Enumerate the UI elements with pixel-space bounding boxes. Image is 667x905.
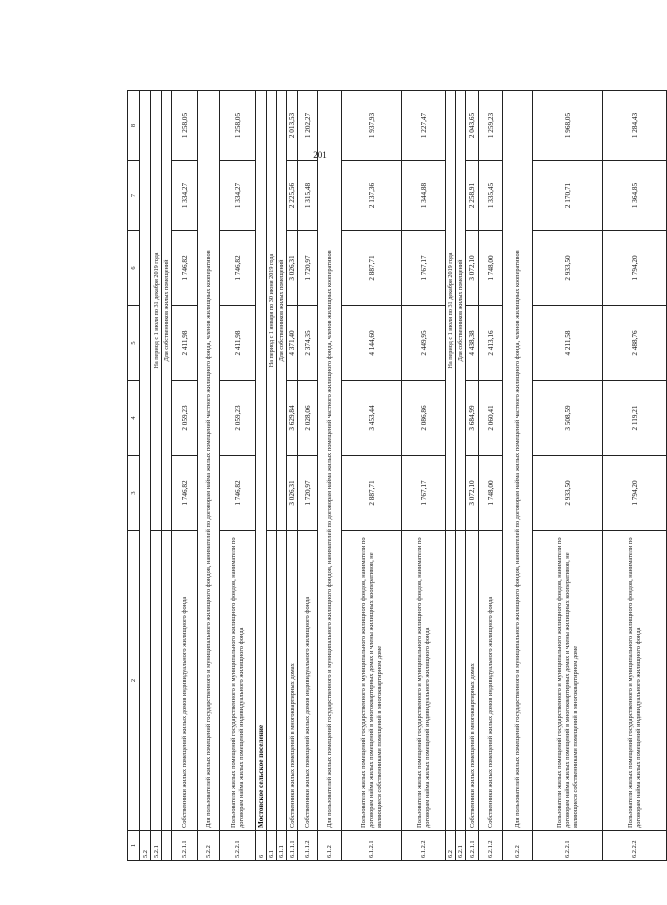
tariff-value: 1 748,00 [478, 231, 502, 306]
row-description: Собственники жилых помещений в многоквартирных домах [286, 531, 297, 831]
tariff-value: 1 968,05 [532, 91, 602, 161]
group-heading: Для пользователей жилых помещений государственного и муниципального жилищного фондов, нанимателей по договорам найма жилых помещений частного жилищного фонда, членов жилищных кооперативов [197, 91, 219, 831]
tariff-value: 2 887,71 [341, 456, 401, 531]
tariff-value: 2 060,41 [478, 381, 502, 456]
tariff-value: 1 748,00 [478, 456, 502, 531]
row-label [455, 531, 465, 831]
tariff-value: 4 371,40 [286, 306, 297, 381]
row-code: 6.2 [445, 831, 455, 861]
row-description: Собственники жилых помещений жилых домов индивидуального жилищного фонда [478, 531, 502, 831]
tariff-value: 1 335,45 [478, 161, 502, 231]
period-heading: На период с 1 июля по 31 декабря 2019 года [445, 91, 455, 531]
row-description: Собственники жилых помещений в многоквартирных домах [465, 531, 478, 831]
tariff-value: 2 059,23 [171, 381, 197, 456]
row-code: 5.2.2 [197, 831, 219, 861]
row-code: 6.1.2 [317, 831, 341, 861]
row-code: 5.2.2.1 [219, 831, 255, 861]
tariff-value: 2 137,36 [341, 161, 401, 231]
row-code: 6.1.2.1 [341, 831, 401, 861]
row-label [161, 531, 171, 831]
period-heading: На период с 1 июля по 31 декабря 2019 года [150, 91, 161, 531]
row-code: 6 [255, 831, 266, 861]
tariff-value: 2 043,65 [465, 91, 478, 161]
tariff-value: 3 026,31 [286, 456, 297, 531]
tariff-value: 1 284,43 [602, 91, 666, 161]
column-number-header: 5 [127, 306, 139, 381]
page-number: 201 [313, 150, 327, 160]
row-code: 6.2.1.2 [478, 831, 502, 861]
row-label [276, 531, 286, 831]
tariff-value: 3 026,31 [286, 231, 297, 306]
row-code: 6.1.1 [276, 831, 286, 861]
tariff-value: 1 259,23 [478, 91, 502, 161]
group-heading: Для собственников жилых помещений [276, 91, 286, 531]
tariff-value: 1 202,27 [297, 91, 317, 161]
tariff-value: 3 453,44 [341, 381, 401, 456]
column-number-header: 7 [127, 161, 139, 231]
empty-row [139, 91, 150, 831]
tariff-value: 2 059,23 [219, 381, 255, 456]
tariff-value: 2 411,98 [219, 306, 255, 381]
tariff-value: 1 746,82 [171, 456, 197, 531]
tariff-value: 3 684,99 [465, 381, 478, 456]
tariff-value: 2 887,71 [341, 231, 401, 306]
row-code: 6.2.2.1 [532, 831, 602, 861]
tariff-value: 1 746,82 [219, 231, 255, 306]
row-code: 6.2.1 [455, 831, 465, 861]
group-heading: Для собственников жилых помещений [455, 91, 465, 531]
tariff-value: 2 413,16 [478, 306, 502, 381]
tariff-value: 1 258,05 [171, 91, 197, 161]
tariff-value: 1 334,27 [219, 161, 255, 231]
row-code: 5.2.1 [150, 831, 161, 861]
column-number-header: 3 [127, 456, 139, 531]
tariff-value: 1 344,88 [401, 161, 445, 231]
tariff-value: 3 508,59 [532, 381, 602, 456]
tariff-value: 3 072,10 [465, 231, 478, 306]
column-number-header: 1 [127, 831, 139, 861]
tariff-value: 3 629,84 [286, 381, 297, 456]
table-grid [127, 91, 666, 861]
row-code [161, 831, 171, 861]
row-description: Пользователи жилых помещений государственного и муниципального жилищного фондов, наниматели по договорам найма жилых помещений индивидуального жилищного фонда [602, 531, 666, 831]
period-heading: На период с 1 января по 30 июня 2019 года [266, 91, 276, 531]
tariff-value: 1 315,48 [297, 161, 317, 231]
row-description: Пользователи жилых помещений государственного и муниципального жилищного фондов, наниматели по договорам найма жилых помещений в многоквартирных домах и члены жилищных кооперативов, не являющиеся собственниками помещений в многоквартирном доме [341, 531, 401, 831]
group-heading: Для пользователей жилых помещений государственного и муниципального жилищного фондов, нанимателей по договорам найма жилых помещений частного жилищного фонда, членов жилищных кооперативов [317, 91, 341, 831]
row-description: Собственники жилых помещений жилых домов индивидуального жилищного фонда [171, 531, 197, 831]
settlement-heading: Мостовское сельское поселение [255, 91, 266, 831]
tariff-value: 2 374,35 [297, 306, 317, 381]
column-number-header: 6 [127, 231, 139, 306]
column-number-header: 8 [127, 91, 139, 161]
row-code: 5.2 [139, 831, 150, 861]
row-description: Пользователи жилых помещений государственного и муниципального жилищного фондов, наниматели по договорам найма жилых помещений в многоквартирных домах и члены жилищных кооперативов, не являющиеся собственниками помещений в многоквартирном доме [532, 531, 602, 831]
row-description: Пользователи жилых помещений государственного и муниципального жилищного фондов, наниматели по договорам найма жилых помещений индивидуального жилищного фонда [219, 531, 255, 831]
tariff-value: 2 411,98 [171, 306, 197, 381]
tariff-value: 1 334,27 [171, 161, 197, 231]
tariff-value: 1 767,17 [401, 456, 445, 531]
tariff-value: 1 794,20 [602, 231, 666, 306]
row-description: Собственники жилых помещений жилых домов индивидуального жилищного фонда [297, 531, 317, 831]
row-code: 6.1 [266, 831, 276, 861]
tariff-value: 4 144,60 [341, 306, 401, 381]
row-description: Пользователи жилых помещений государственного и муниципального жилищного фондов, наниматели по договорам найма жилых помещений индивидуального жилищного фонда [401, 531, 445, 831]
tariff-value: 1 746,82 [219, 456, 255, 531]
tariff-value: 1 767,17 [401, 231, 445, 306]
column-number-header: 2 [127, 531, 139, 831]
group-heading: Для пользователей жилых помещений государственного и муниципального жилищного фондов, нанимателей по договорам найма жилых помещений частного жилищного фонда, членов жилищных кооперативов [502, 91, 532, 831]
row-code: 6.2.2 [502, 831, 532, 861]
row-code: 6.1.2.2 [401, 831, 445, 861]
tariff-value: 2 258,91 [465, 161, 478, 231]
tariff-value: 4 211,58 [532, 306, 602, 381]
tariff-value: 2 119,21 [602, 381, 666, 456]
tariff-value: 2 028,06 [297, 381, 317, 456]
tariff-value: 2 449,95 [401, 306, 445, 381]
tariff-value: 2 225,56 [286, 161, 297, 231]
group-heading: Для собственников жилых помещений [161, 91, 171, 531]
tariff-value: 1 720,97 [297, 456, 317, 531]
tariff-value: 1 720,97 [297, 231, 317, 306]
tariff-value: 3 072,10 [465, 456, 478, 531]
tariff-value: 1 364,85 [602, 161, 666, 231]
row-code: 6.2.1.1 [465, 831, 478, 861]
tariff-value: 1 794,20 [602, 456, 666, 531]
tariff-value: 2 170,71 [532, 161, 602, 231]
tariff-value: 2 933,50 [532, 231, 602, 306]
row-code: 6.2.2.2 [602, 831, 666, 861]
tariff-value: 2 933,50 [532, 456, 602, 531]
tariff-value: 2 086,86 [401, 381, 445, 456]
row-code: 6.1.1.1 [286, 831, 297, 861]
row-code: 5.2.1.1 [171, 831, 197, 861]
row-label [445, 531, 455, 831]
row-label [266, 531, 276, 831]
tariff-value: 2 013,53 [286, 91, 297, 161]
column-number-header: 4 [127, 381, 139, 456]
tariff-table [122, 91, 642, 861]
tariff-value: 1 227,47 [401, 91, 445, 161]
tariff-value: 1 258,05 [219, 91, 255, 161]
tariff-value: 1 937,93 [341, 91, 401, 161]
row-label [150, 531, 161, 831]
tariff-value: 2 488,76 [602, 306, 666, 381]
tariff-value: 1 746,82 [171, 231, 197, 306]
row-code: 6.1.1.2 [297, 831, 317, 861]
tariff-value: 4 438,38 [465, 306, 478, 381]
